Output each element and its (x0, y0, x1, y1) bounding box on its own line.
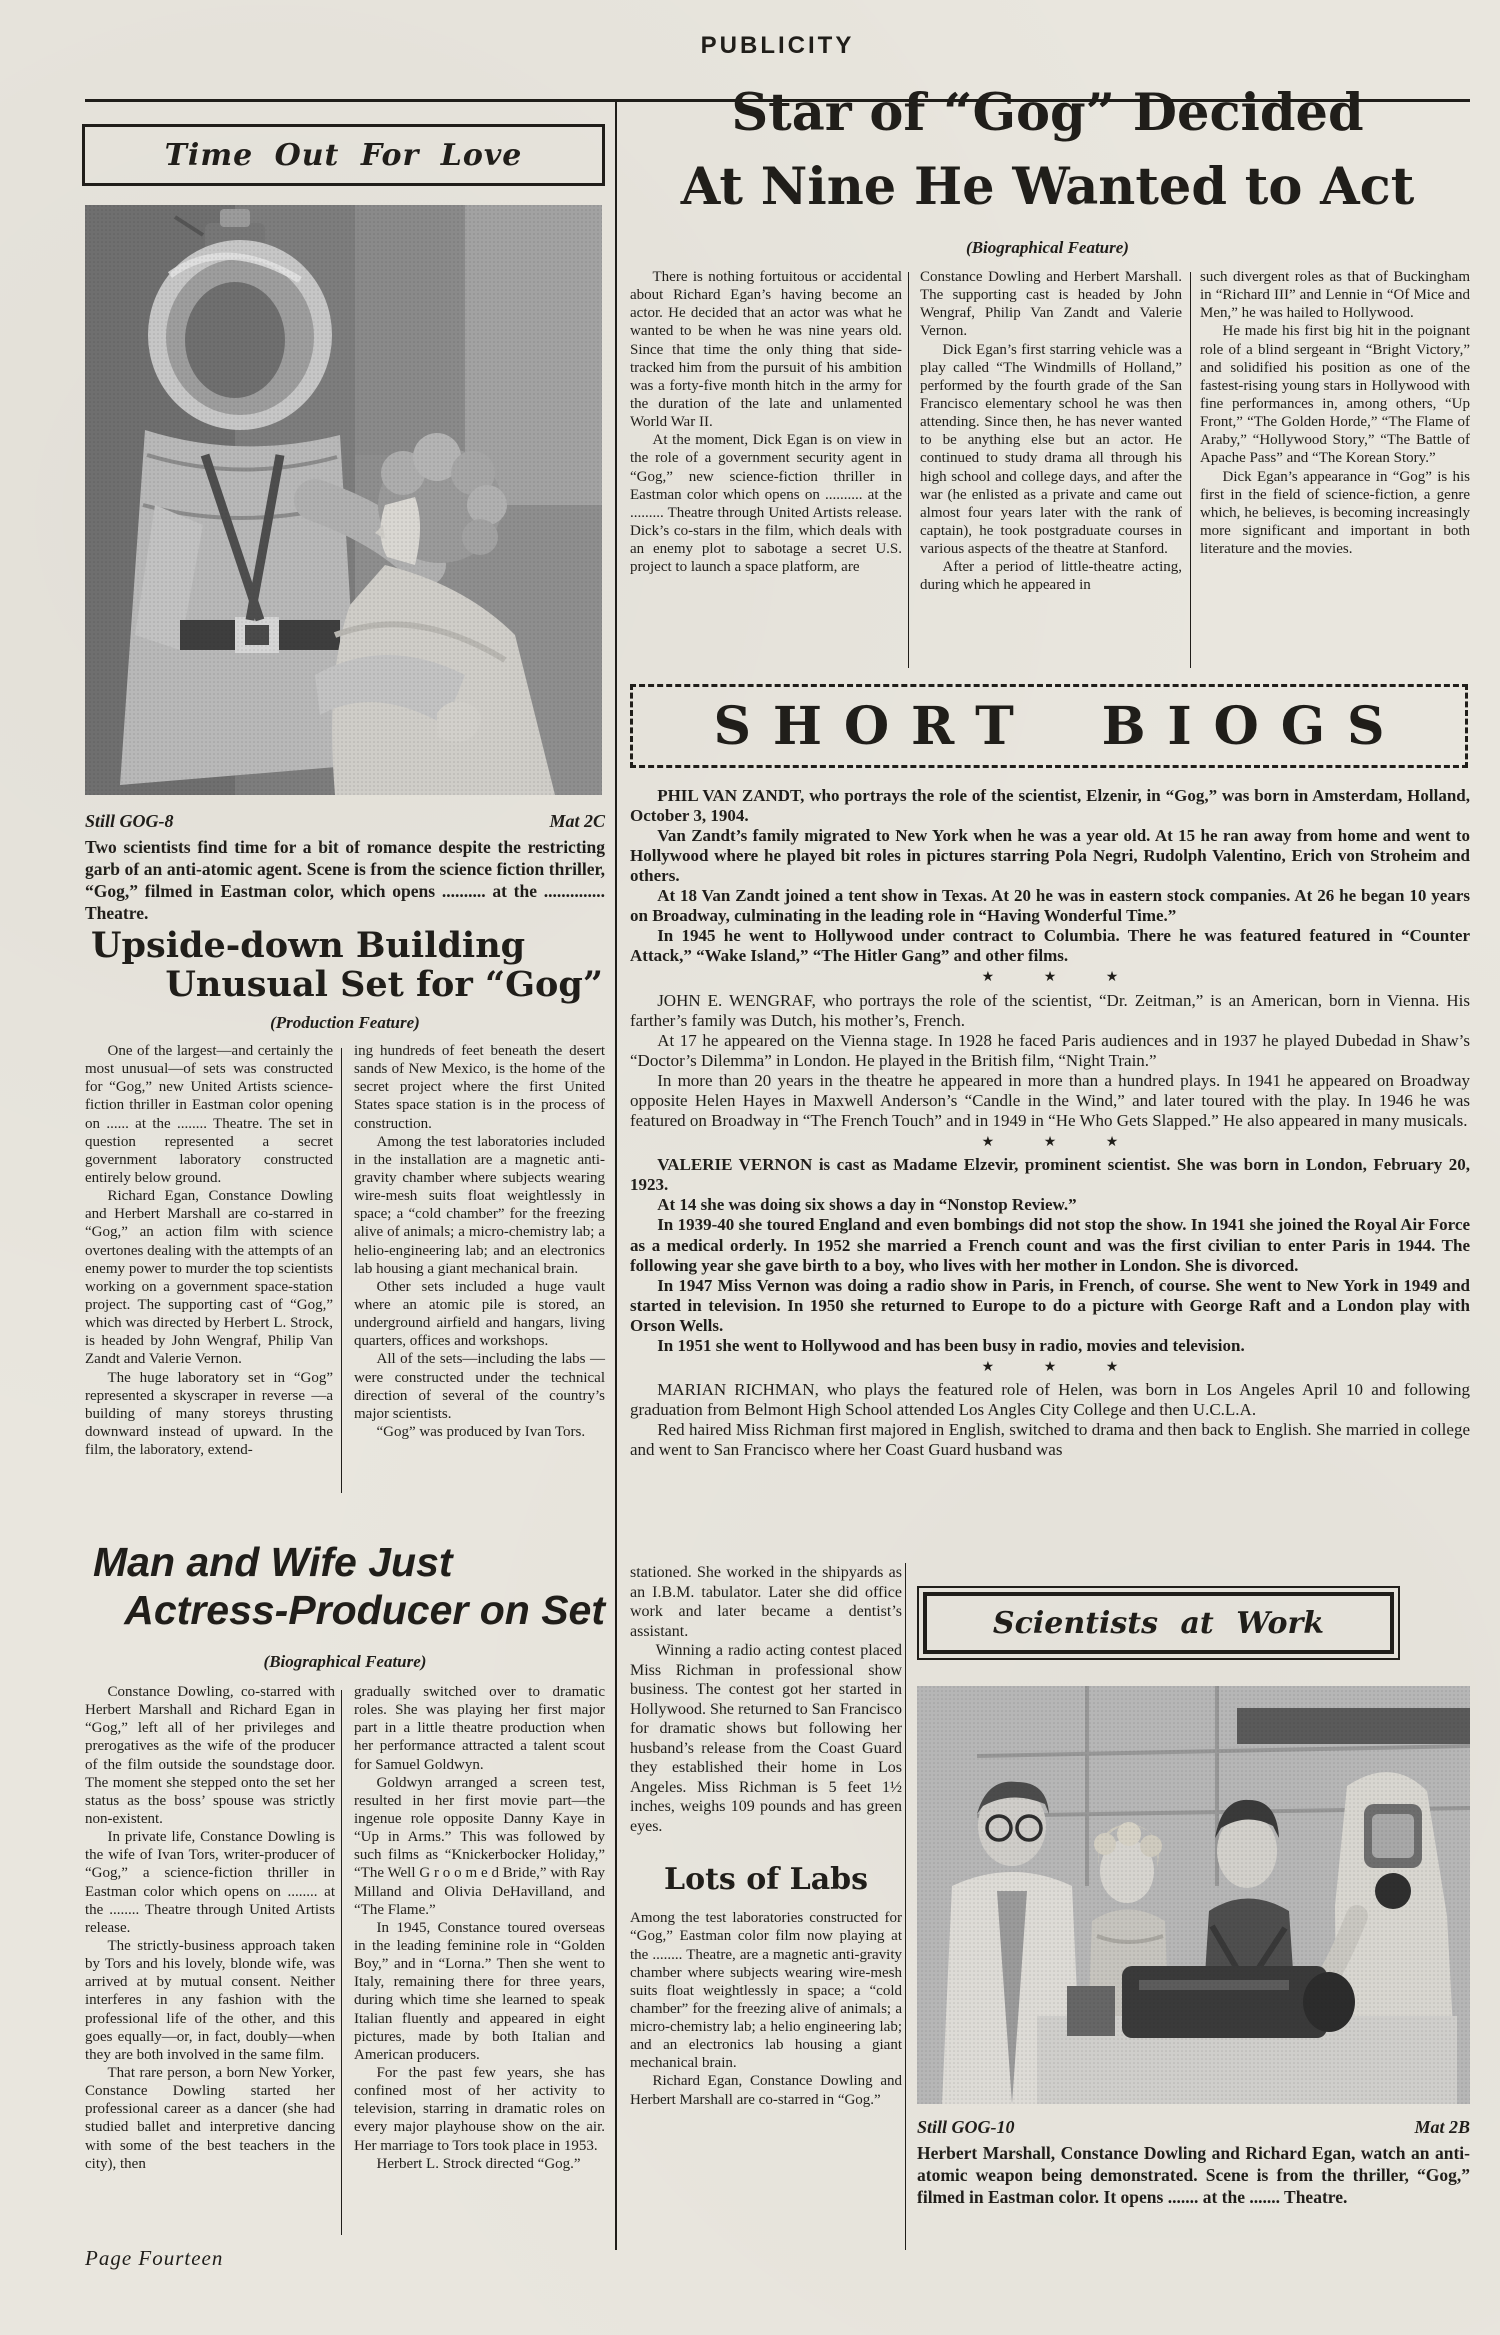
paragraph: In 1945 he went to Hollywood under contract to Columbia. There he was featured featured in “Counter Attack,” “Wake Island,” “The Hitler Gang” and other films. (630, 926, 1470, 966)
photo-scientists-demo (917, 1686, 1470, 2104)
paragraph: Other sets included a huge vault where an atomic pile is stored, an underground airfield and hangars, living quarters, offices and workshops. (354, 1278, 605, 1350)
paragraph: After a period of little-theatre acting, during which he appeared in (920, 559, 1182, 594)
headline-line1: Star of “Gog” Decided (731, 83, 1364, 143)
headline-line1: Upside-down Building (91, 925, 526, 966)
man-and-wife-column-divider (341, 1690, 342, 2235)
paragraph: stationed. She worked in the shipyards as an I.B.M. tabulator. Later she did office work and later became a dentist’s assistant. (630, 1564, 902, 1640)
bio-valerie-vernon (630, 1155, 1470, 1355)
bio-marian-richman (630, 1380, 1470, 1460)
lots-of-labs-title: Lots of Labs (663, 1862, 869, 1898)
photo2-caption (917, 2116, 1470, 2208)
photo2-caption-text: Herbert Marshall, Constance Dowling and Richard Egan, watch an anti-atomic weapon being demonstrated. Scene is from the thriller, “Gog,” filmed in Eastman color. It opens ....... at the ....... Theatre. (917, 2142, 1470, 2207)
paragraph: One of the largest—and certainly the most unusual—of sets was constructed for “Gog,” new United Artists science-fiction thriller in Eastman color opening on ...... at the ........ Theatre. The set in question represented a secret government laboratory constructed entirely below ground. (85, 1043, 333, 1186)
star-article-column-2 (920, 268, 1182, 595)
paragraph: Richard Egan, Constance Dowling and Herbert Marshall are co-starred in “Gog,” an action film with science overtones dealing with the attempts of an enemy power to murder the top scientists working on a government space-station project. The supporting cast of “Gog,” which was directed by Herbert L. Strock, is headed by John Wengraf, Philip Van Zandt and Valerie Vernon. (85, 1188, 333, 1368)
paragraph: In 1939-40 she toured England and even bombings did not stop the show. In 1941 she joined the Royal Air Force as a medical orderly. In 1952 she married a French count and was the first civilian to enter Paris in 1944. The following year she gave birth to a boy, who lives with her mother in London. She is divorced. (630, 1215, 1470, 1275)
upside-column-2 (354, 1042, 605, 1441)
paragraph: For the past few years, she has confined most of her activity to television, starring in dramatic roles on every major playhouse show on the air. Her marriage to Tors took place in 1953. (354, 2064, 605, 2154)
still-number-gog10: Still GOG-10 (917, 2117, 1015, 2137)
paragraph: Constance Dowling and Herbert Marshall. The supporting cast is headed by John Wengraf, Philip Van Zandt and Valerie Vernon. (920, 269, 1182, 340)
headline-line2: Actress-Producer on Set (124, 1587, 605, 1634)
lower-left-column (630, 1563, 902, 2109)
photo-romance-illustration (85, 205, 602, 795)
photo1-caption-text: Two scientists find time for a bit of romance despite the restricting garb of an anti-atomic agent. Scene is from the science fiction thriller, “Gog,” filmed in Eastman color, which opens .......... at the .............. Theatre. (85, 836, 605, 923)
paragraph: The huge laboratory set in “Gog” represented a skyscraper in reverse —a building of many storeys thrusting downward instead of upward. In the film, the laboratory, extend- (85, 1369, 333, 1459)
paragraph: At 14 she was doing six shows a day in “Nonstop Review.” (657, 1195, 1077, 1215)
paragraph: He made his first big hit in the poignant role of a blind sergeant in “Bright Victory,” and solidified his position as one of the fastest-rising young stars in Hollywood with fine performances in, among others, “Up Front,” “The Golden Horde,” “The Flame of Araby,” “Hollywood Story,” “The Battle of Apache Pass” and “The Korean Story.” (1200, 323, 1470, 467)
bio-john-wengraf (630, 991, 1470, 1131)
headline-line1: Man and Wife Just (93, 1539, 453, 1585)
upside-down-headline (85, 926, 605, 1004)
paragraph: At 18 Van Zandt joined a tent show in Texas. At 20 he was in eastern stock companies. At 26 he began 10 years on Broadway, culminating in the leading role in “Having Wonderful Time.” (630, 886, 1470, 926)
paragraph: JOHN E. WENGRAF, who portrays the role of the scientist, “Dr. Zeitman,” is an American, born in Vienna. His farther’s family was Dutch, his mother’s, French. (630, 990, 1470, 1030)
paragraph: PHIL VAN ZANDT, who portrays the role of the scientist, Elzenir, in “Gog,” was born in Amsterdam, Holland, October 3, 1904. (630, 786, 1470, 826)
man-and-wife-kicker: (Biographical Feature) (263, 1652, 427, 1671)
paragraph: In more than 20 years in the theatre he appeared in more than a hundred plays. In 1941 he appeared on Broadway opposite Helen Hayes in Maxwell Anderson’s “Candle in the Wind,” and later toured with the play. In 1946 he was featured on Broadway in “The French Touch” and in 1949 in “He Who Gets Slapped.” He also appeared in many musicals. (630, 1070, 1470, 1130)
star-article-column-1 (630, 268, 902, 576)
paragraph: Herbert L. Strock directed “Gog.” (376, 2155, 581, 2172)
short-biogs-section (630, 786, 1470, 1561)
paragraph: All of the sets—including the labs —were constructed under the technical direction of several of the country’s major scientists. (354, 1351, 605, 1422)
star-separator: ★ ★ ★ (981, 1135, 1119, 1151)
paragraph: Dick Egan’s appearance in “Gog” is his first in the field of science-fiction, a genre which, he believes, is becoming increasingly more significant and important in both literature and the movies. (1200, 468, 1470, 558)
paragraph: gradually switched over to dramatic roles. She was playing her first major part in a little theatre production when her performance attracted a talent scout for Samuel Goldwyn. (354, 1684, 605, 1773)
paragraph: That rare person, a born New Yorker, Constance Dowling started her professional career as a dancer (she had studied ballet and interpretive dancing with some of the best teachers in the city), then (85, 2064, 335, 2172)
paragraph: In 1947 Miss Vernon was doing a radio show in Paris, in French, of course. She went to New York in 1949 and started in television. In 1950 she returned to Europe to do a picture with George Raft and a London play with Orson Wells. (630, 1275, 1470, 1335)
short-biogs-title: SHORT BIOGS (713, 695, 1407, 757)
upside-column-1 (85, 1042, 333, 1459)
page-header-title: PUBLICITY (700, 32, 855, 59)
man-and-wife-headline (85, 1538, 605, 1635)
bio-marian-richman-continued (630, 1563, 902, 1836)
paragraph: Dick Egan’s first starring vehicle was a play called “The Windmills of Holland,” performed by the fourth grade of the San Francisco elementary school he was then attending. Since then, he has never wanted to be anything else but an actor. He continued to study drama all through his high school and college days, and after the war (he enlisted as a private and came out almost four years later with the rank of captain), he took postgraduate courses in various aspects of the theatre at Stanford. (920, 341, 1182, 558)
lots-of-labs-text (630, 1909, 902, 2109)
paragraph: “Gog” was produced by Ivan Tors. (376, 1423, 586, 1440)
paragraph: MARIAN RICHMAN, who plays the featured role of Helen, was born in Los Angeles April 10 and following graduation from Belmont High School attended Los Angles City College and then U.C.L.A. (630, 1380, 1470, 1420)
box-title-time-out-for-love: Time Out For Love (164, 137, 523, 173)
star-article-divider-1 (908, 272, 909, 668)
headline-line2: At Nine He Wanted to Act (680, 157, 1415, 217)
star-article-kicker: (Biographical Feature) (966, 238, 1129, 257)
paragraph: Richard Egan, Constance Dowling and Herbert Marshall are co-starred in “Gog.” (630, 2073, 902, 2108)
paragraph: Among the test laboratories included in the installation are a magnetic anti-gravity chamber where subjects wearing wire-mesh suits float weightlessly in space; a “cold chamber” for the freezing alive of animals; a micro-chemistry lab; a helio-engineering lab; and an electronics lab housing a giant mechanical brain. (354, 1133, 605, 1277)
main-column-divider (615, 99, 617, 2250)
paragraph: such divergent roles as that of Buckingham in “Richard III” and Lennie in “Of Mice and Men,” he was hailed to Hollywood. (1200, 269, 1470, 322)
mat-number-2c: Mat 2C (549, 811, 605, 831)
upside-column-divider (341, 1048, 342, 1493)
star-separator: ★ ★ ★ (981, 970, 1119, 986)
paragraph: Among the test laboratories constructed for “Gog,” Eastman color film now playing at the ........ Theatre, are a magnetic anti-gravity chamber where subjects wearing wire-mesh suits float weightlessly in space; a “cold chamber” for the freezing alive of animals; a micro-chemistry lab; a helio engineering lab; and an electronics lab housing a giant mechanical brain. (630, 1910, 902, 2072)
paragraph: Goldwyn arranged a screen test, resulted in her first movie part—the ingenue role opposite Danny Kaye in “Up in Arms.” This was followed by such films as “Knickerbocker Holiday,” “The Well G r o o m e d Bride,” with Ray Milland and Olivia DeHavilland, and “The Flame.” (354, 1774, 605, 1918)
paragraph: At the moment, Dick Egan is on view in the role of a government security agent in “Gog,” new science-fiction thriller in Eastman color which opens on .......... at the ......... Theatre through United Artists release. Dick’s co-stars in the film, which deals with an enemy plot to sabotage a secret U.S. project to launch a space platform, are (630, 432, 902, 576)
paragraph: At 17 he appeared on the Vienna stage. In 1928 he faced Paris audiences and in 1937 he played Dubedad in Shaw’s “Doctor’s Dilemma” in London. He played in the British film, “Night Train.” (630, 1030, 1470, 1070)
paragraph: Constance Dowling, co-starred with Herbert Marshall and Richard Egan in “Gog,” left all of her privileges and prerogatives as the wife of the producer of the film outside the soundstage door. The moment she stepped onto the set her status as the boss’ spouse was strictly non-existent. (85, 1684, 335, 1827)
short-biogs-banner (630, 684, 1468, 768)
photo-romance-scene (85, 205, 602, 795)
headline-line2: Unusual Set for “Gog” (165, 964, 603, 1006)
still-number-gog8: Still GOG-8 (85, 811, 174, 831)
upside-kicker: (Production Feature) (270, 1013, 420, 1032)
star-article-divider-2 (1190, 272, 1191, 668)
scientists-at-work-box (917, 1586, 1400, 1660)
photo-lab-illustration (917, 1686, 1470, 2104)
paragraph: In 1951 she went to Hollywood and has been busy in radio, movies and television. (657, 1335, 1245, 1355)
paragraph: ing hundreds of feet beneath the desert sands of New Mexico, is the home of the secret project where the first United States space station is in the process of construction. (354, 1043, 605, 1132)
page-number: Page Fourteen (85, 2246, 224, 2270)
man-and-wife-column-2 (354, 1683, 605, 2173)
star-article-column-3 (1200, 268, 1470, 558)
paragraph: In 1945, Constance toured overseas in the leading feminine role in “Golden Boy,” and in “Lorna.” Then she went to Italy, remaining there for three years, during which time she learned to speak Italian fluently and appeared in eight pictures, made by both Italian and American producers. (354, 1919, 605, 2063)
bio-phil-van-zandt (630, 786, 1470, 966)
mat-number-2b: Mat 2B (1414, 2117, 1470, 2137)
star-of-gog-headline (625, 76, 1470, 224)
paragraph: Van Zandt’s family migrated to New York when he was a year old. At 15 he ran away from home and went to Hollywood where he played bit roles in pictures starring Pola Negri, Rudolph Valentino, Erich von Stroheim and others. (630, 826, 1470, 886)
star-separator: ★ ★ ★ (981, 1359, 1119, 1375)
paragraph: Red haired Miss Richman first majored in English, switched to drama and then back to English. She married in college and went to San Francisco where her Coast Guard husband was (630, 1420, 1470, 1460)
photo1-caption (85, 810, 605, 924)
scientists-at-work-title: Scientists at Work (992, 1605, 1325, 1641)
paragraph: There is nothing fortuitous or accidental about Richard Egan’s having become an actor. He decided that an actor was what he wanted to be when he was nine years old. Since that time the only thing that side-tracked him from the pursuit of his ambition was a forty-five month hitch in the army for the duration of the late and unlamented World War II. (630, 269, 902, 431)
man-and-wife-column-1 (85, 1683, 335, 2173)
time-out-for-love-box (82, 124, 605, 186)
paragraph: VALERIE VERNON is cast as Madame Elzevir, prominent scientist. She was born in London, February 20, 1923. (630, 1155, 1470, 1195)
lower-column-divider (905, 1563, 906, 2250)
paragraph: In private life, Constance Dowling is the wife of Ivan Tors, writer-producer of “Gog,” a science-fiction thriller in Eastman color which opens on ........ at the ........ Theatre through United Artists release. (85, 1829, 335, 1936)
paragraph: Winning a radio acting contest placed Miss Richman in professional show business. The contest got her started in Hollywood. She returned to San Francisco for dramatic shows but following her husband’s release from the Coast Guard they established their home in Los Angeles. Miss Richman is 5 feet 1½ inches, weighs 109 pounds and has green eyes. (630, 1642, 902, 1835)
paragraph: The strictly-business approach taken by Tors and his lovely, blonde wife, was arrived at by mutual consent. Neither interferes in any fashion with the professional life of the other, and this goes equally—or, in fact, doubly—when they are both involved in the same film. (85, 1937, 335, 2063)
